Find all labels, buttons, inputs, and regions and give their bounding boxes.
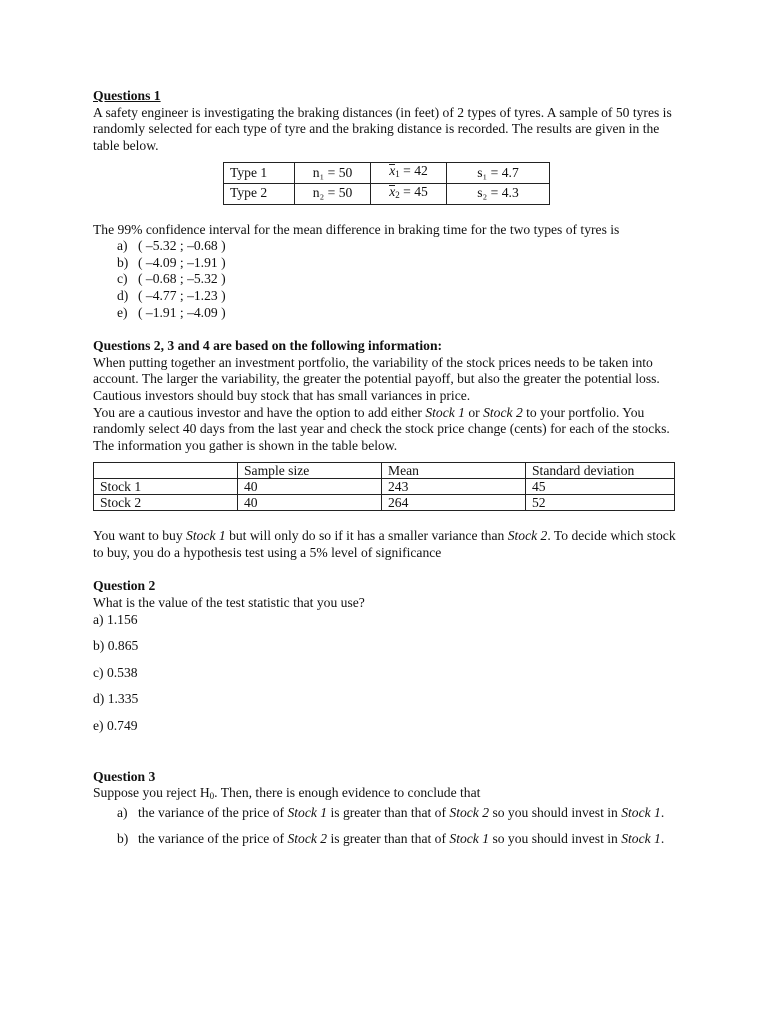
option-e: e) 0.749 <box>93 718 138 734</box>
table-cell <box>371 183 447 204</box>
option-text: ( –4.77 ; –1.23 ) <box>138 287 226 303</box>
option-label: b) <box>117 254 129 270</box>
option-e <box>117 305 683 322</box>
table-cell: n₂ = 50 <box>295 183 371 204</box>
table-cell: 40 <box>238 479 382 495</box>
mean-value: = 42 <box>399 163 428 179</box>
table-cell: n₁ = 50 <box>295 163 371 184</box>
option-a <box>117 805 683 822</box>
stock-table <box>93 462 675 511</box>
header-cell: Mean <box>382 463 526 479</box>
header-cell <box>94 463 238 479</box>
option-b <box>117 255 683 272</box>
text: You want to buy <box>93 528 187 544</box>
text: or <box>464 404 484 420</box>
text: but will only do so if it has a smaller variance than <box>225 528 508 544</box>
stock-1-ref: Stock 1 <box>425 404 465 420</box>
question-1-options <box>93 238 683 321</box>
table-cell: Stock 1 <box>94 479 238 495</box>
tyre-table <box>223 162 550 204</box>
option-text: ( –4.09 ; –1.91 ) <box>138 254 226 270</box>
option-b <box>117 831 683 848</box>
stock-2-ref: Stock 2 <box>507 528 548 544</box>
option-label: e) <box>117 304 128 320</box>
table-cell <box>371 163 447 184</box>
stock-1-ref: Stock 1 <box>186 528 226 544</box>
option-text: ( –1.91 ; –4.09 ) <box>138 304 226 320</box>
header-cell: Standard deviation <box>526 463 675 479</box>
info-paragraph-2 <box>93 405 683 455</box>
text: . Then, there is enough evidence to conclude that <box>214 785 481 801</box>
table-cell: 243 <box>382 479 526 495</box>
subscript: 1 <box>395 169 400 180</box>
option-text: ( –5.32 ; –0.68 ) <box>138 238 226 254</box>
info-paragraph-3 <box>93 528 683 561</box>
option-a <box>117 238 683 255</box>
subscript: 0 <box>209 791 215 802</box>
subscript: 2 <box>395 189 400 200</box>
document-page <box>93 88 683 858</box>
header-cell: Sample size <box>238 463 382 479</box>
option-label: b) <box>117 831 129 847</box>
table-cell: 52 <box>526 495 675 511</box>
table-row <box>94 495 675 511</box>
table-header-row <box>94 463 675 479</box>
option-b: b) 0.865 <box>93 638 139 654</box>
shared-information <box>93 338 683 561</box>
text: to your portfolio. You randomly select 40 days from the last year and check the stock price change (cents) for each of the stocks. The information you gather is shown in the table below. <box>93 404 670 453</box>
option-text: the variance of the price of Stock 1 is greater than that of Stock 2 so you should invest in Stock 1. <box>138 804 665 820</box>
option-c <box>117 271 683 288</box>
table-cell: 264 <box>382 495 526 511</box>
question-1-text: The 99% confidence interval for the mean difference in braking time for the two types of tyres is <box>93 221 620 237</box>
option-label: a) <box>117 804 128 820</box>
text: Suppose you reject H <box>93 785 210 801</box>
xbar-symbol: x <box>389 183 396 199</box>
table-row <box>224 163 550 184</box>
table-row <box>94 479 675 495</box>
table-cell: 45 <box>526 479 675 495</box>
info-heading: Questions 2, 3 and 4 are based on the following information: <box>93 338 443 354</box>
option-c: c) 0.538 <box>93 664 138 680</box>
question-1-intro: A safety engineer is investigating the braking distances (in feet) of 2 types of tyres. A sample of 50 tyres is randomly selected for each type of tyre and the braking distance is recorded. The results are given in the table below. <box>93 104 672 153</box>
question-3-text <box>93 785 683 805</box>
question-2 <box>93 578 683 734</box>
question-1-heading: Questions 1 <box>93 88 161 103</box>
table-cell: Type 2 <box>224 183 295 204</box>
info-paragraph-1: When putting together an investment portfolio, the variability of the stock prices needs to be taken into account. The larger the variability, the greater the potential payoff, but also the greater the potential loss. Cautious investors should buy stock that has small variances in price. <box>93 354 660 403</box>
text: . To decide which stock to buy, you do a hypothesis test using a 5% level of significance <box>93 528 676 560</box>
table-cell: 40 <box>238 495 382 511</box>
table-cell: Stock 2 <box>94 495 238 511</box>
table-row <box>224 183 550 204</box>
option-d: d) 1.335 <box>93 691 139 707</box>
table-cell: Type 1 <box>224 163 295 184</box>
question-3-heading: Question 3 <box>93 768 156 784</box>
stock-2-ref: Stock 2 <box>483 404 523 420</box>
question-1 <box>93 88 683 321</box>
xbar-symbol: x <box>389 163 396 179</box>
mean-value: = 45 <box>399 183 428 199</box>
table-cell: s₁ = 4.7 <box>447 163 550 184</box>
text: You are a cautious investor and have the option to add either <box>93 404 426 420</box>
option-label: a) <box>117 238 128 254</box>
question-3 <box>93 769 683 848</box>
option-label: c) <box>117 271 128 287</box>
option-a: a) 1.156 <box>93 611 138 627</box>
option-text: ( –0.68 ; –5.32 ) <box>138 271 226 287</box>
question-3-options <box>93 805 683 848</box>
option-d <box>117 288 683 305</box>
table-cell: s₂ = 4.3 <box>447 183 550 204</box>
question-2-heading: Question 2 <box>93 578 156 594</box>
option-label: d) <box>117 287 129 303</box>
question-2-text: What is the value of the test statistic that you use? <box>93 595 365 611</box>
option-text: the variance of the price of Stock 2 is greater than that of Stock 1 so you should invest in Stock 1. <box>138 831 665 847</box>
